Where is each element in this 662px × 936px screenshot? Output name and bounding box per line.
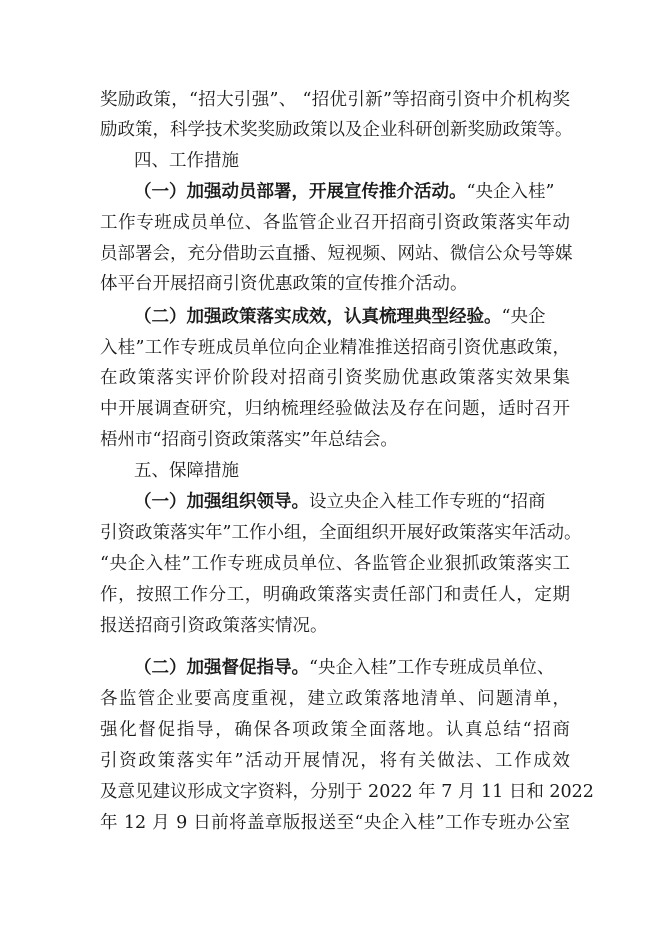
body-line: 强化督促指导，确保各项政策全面落地。认真总结“招商 — [100, 720, 570, 740]
body-line: 各监管企业要高度重视，建立政策落地清单、问题清单， — [100, 689, 570, 709]
body-line: 体平台开展招商引资优惠政策的宣传推介活动。 — [100, 274, 468, 294]
body-text: “央企 — [501, 307, 546, 327]
subheading-mobilization: （一）加强动员部署，开展宣传推介活动。 — [134, 182, 467, 202]
body-line: 年 12 月 9 日前将盖章版报送至“央企入桂”工作专班办公室 — [100, 813, 570, 833]
paragraph-first-line — [134, 491, 570, 513]
body-text: “央企入桂” — [466, 182, 555, 202]
body-line: 工作专班成员单位、各监管企业召开招商引资政策落实年动 — [100, 213, 570, 233]
body-text: “央企入桂”工作专班成员单位、 — [309, 658, 555, 678]
body-line: 作，按照工作分工，明确政策落实责任部门和责任人，定期 — [100, 585, 570, 605]
body-line: 奖励政策，“招大引强”、 “招优引新”等招商引资中介机构奖 — [100, 90, 570, 110]
body-line: 及意见建议形成文字资料，分别于 2022 年 7 月 11 日和 2022 — [100, 782, 594, 802]
subheading-policy-results: （二）加强政策落实成效，认真梳理典型经验。 — [134, 307, 502, 327]
body-line: 励政策，科学技术奖奖励政策以及企业科研创新奖励政策等。 — [100, 120, 573, 140]
body-line: 引资政策落实年”工作小组，全面组织开展好政策落实年活动。 — [100, 523, 582, 543]
body-line: 梧州市“招商引资政策落实”年总结会。 — [100, 430, 398, 450]
body-line: “央企入桂”工作专班成员单位、各监管企业狠抓政策落实工 — [100, 554, 570, 574]
body-line: 在政策落实评价阶段对招商引资奖励优惠政策落实效果集 — [100, 368, 570, 388]
subheading-leadership: （一）加强组织领导。 — [134, 492, 309, 512]
section-heading-safeguards: 五、保障措施 — [134, 461, 239, 481]
body-text: 设立央企入桂工作专班的“招商 — [309, 492, 546, 512]
body-line: 报送招商引资政策落实情况。 — [100, 616, 328, 636]
body-line: 入桂”工作专班成员单位向企业精准推送招商引资优惠政策， — [100, 338, 570, 358]
paragraph-first-line — [134, 306, 570, 328]
body-line: 中开展调查研究，归纳梳理经验做法及存在问题，适时召开 — [100, 399, 570, 419]
subheading-supervision: （二）加强督促指导。 — [134, 658, 309, 678]
section-heading-work-measures: 四、工作措施 — [134, 151, 239, 171]
body-line: 引资政策落实年”活动开展情况，将有关做法、工作成效 — [100, 751, 570, 771]
body-line: 员部署会，充分借助云直播、短视频、网站、微信公众号等媒 — [100, 244, 573, 264]
paragraph-first-line — [134, 657, 570, 679]
paragraph-first-line — [134, 181, 570, 203]
